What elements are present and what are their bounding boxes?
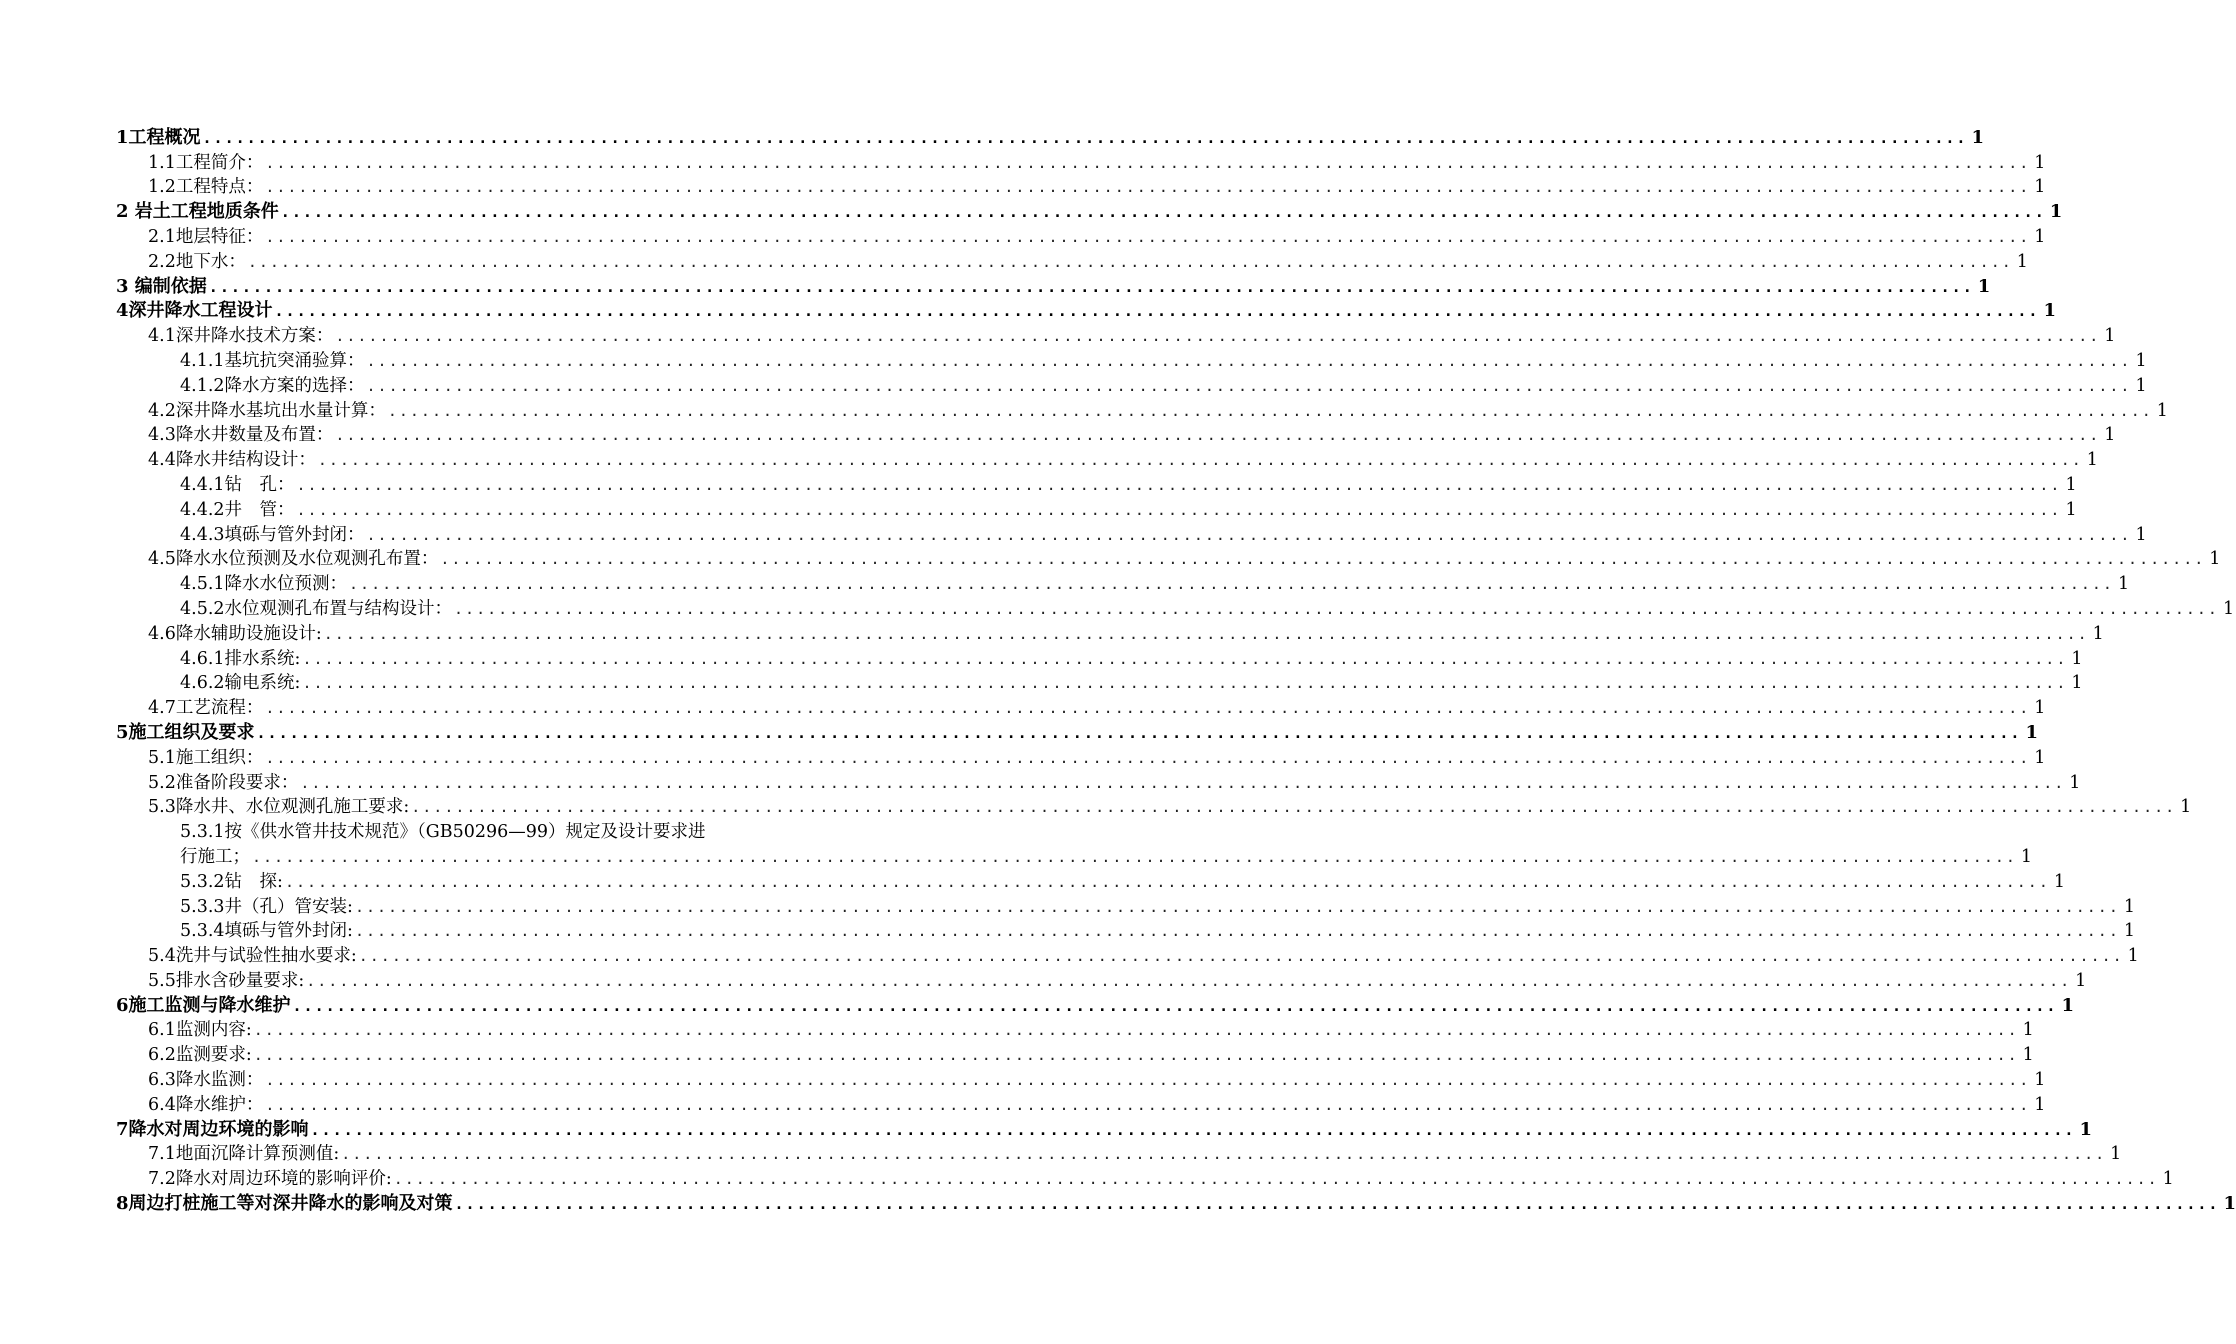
toc-entry[interactable] xyxy=(116,397,2168,422)
toc-page-number: 1 xyxy=(2071,648,2083,669)
toc-page-number: 1 xyxy=(2222,598,2235,619)
dot-leader: ................................................................................................................................................................ xyxy=(280,203,2046,222)
toc-page-number: 1 xyxy=(2123,896,2135,917)
table-of-contents xyxy=(116,124,2236,1215)
toc-entry-title: 4.3降水井数量及布置： xyxy=(148,425,334,446)
dot-leader: ................................................................................................................................................................ xyxy=(393,1170,2159,1189)
dot-leader: ................................................................................................................................................................ xyxy=(208,277,1974,296)
toc-entry[interactable] xyxy=(116,1017,2034,1042)
toc-entry[interactable] xyxy=(116,521,2147,546)
toc-page-number: 1 xyxy=(2156,400,2168,421)
toc-entry[interactable] xyxy=(116,298,2056,323)
toc-entry[interactable] xyxy=(116,446,2098,471)
toc-entry[interactable] xyxy=(116,471,2077,496)
toc-entry[interactable] xyxy=(116,1041,2034,1066)
dot-leader: ................................................................................................................................................................ xyxy=(265,153,2031,172)
dot-leader: ................................................................................................................................................................ xyxy=(256,723,2022,742)
toc-entry[interactable] xyxy=(116,496,2077,521)
dot-leader: ................................................................................................................................................................ xyxy=(358,947,2124,966)
toc-entry-title: 4.2深井降水基坑出水量计算： xyxy=(148,400,386,421)
toc-entry[interactable] xyxy=(116,273,1991,298)
toc-page-number: 1 xyxy=(2162,1169,2174,1190)
toc-entry[interactable] xyxy=(116,1141,2122,1166)
toc-page-number: 1 xyxy=(2016,251,2028,272)
dot-leader: ................................................................................................................................................................ xyxy=(440,550,2206,569)
toc-page-number: 1 xyxy=(2135,350,2147,371)
toc-page-number: 1 xyxy=(2065,474,2077,495)
toc-page-number: 1 xyxy=(2034,1094,2046,1115)
dot-leader: ................................................................................................................................................................ xyxy=(252,847,2017,866)
dot-leader: ................................................................................................................................................................ xyxy=(366,351,2132,370)
dot-leader: ................................................................................................................................................................ xyxy=(253,1046,2019,1065)
toc-entry[interactable] xyxy=(116,794,2192,819)
toc-entry[interactable] xyxy=(116,1190,2236,1215)
toc-page-number: 1 xyxy=(2034,698,2046,719)
dot-leader: ................................................................................................................................................................ xyxy=(454,1195,2220,1214)
dot-leader: ................................................................................................................................................................ xyxy=(300,773,2066,792)
dot-leader: ................................................................................................................................................................ xyxy=(302,649,2068,668)
toc-entry-title: 5.3.1按《供水管井技术规范》（GB50296—99）规定及设计要求进 xyxy=(180,822,706,843)
toc-entry-title: 4.6降水辅助设施设计: xyxy=(148,623,322,644)
toc-entry-title: 5.4洗井与试验性抽水要求: xyxy=(148,946,357,967)
toc-entry-title: 4.4降水井结构设计： xyxy=(148,450,316,471)
toc-entry[interactable] xyxy=(116,124,1984,149)
toc-entry-title: 4.5.1降水水位预测： xyxy=(180,574,348,595)
toc-entry-title: 4.4.1钻 孔： xyxy=(180,474,295,495)
toc-entry-title: 1.2工程特点： xyxy=(148,177,264,198)
toc-entry[interactable] xyxy=(116,198,2063,223)
toc-entry[interactable] xyxy=(116,422,2116,447)
dot-leader: ................................................................................................................................................................ xyxy=(323,624,2089,643)
toc-entry[interactable] xyxy=(116,546,2221,571)
dot-leader: ................................................................................................................................................................ xyxy=(296,500,2062,519)
dot-leader: ................................................................................................................................................................ xyxy=(265,748,2031,767)
dot-leader: ................................................................................................................................................................ xyxy=(366,525,2132,544)
toc-page-number: 1 xyxy=(2034,1070,2046,1091)
toc-page-number: 1 xyxy=(2127,946,2139,967)
toc-entry[interactable] xyxy=(116,670,2083,695)
dot-leader: ................................................................................................................................................................ xyxy=(366,376,2132,395)
toc-entry-title: 5施工组织及要求 xyxy=(116,721,255,743)
toc-page-number: 1 xyxy=(2209,549,2221,570)
toc-entry-title: 1.1工程简介： xyxy=(148,152,264,173)
toc-entry-title: 7.1地面沉降计算预测值: xyxy=(148,1144,340,1165)
toc-page-number: 1 xyxy=(2086,450,2098,471)
toc-entry-title: 2 岩土工程地质条件 xyxy=(116,201,279,223)
toc-entry-title: 6.1监测内容: xyxy=(148,1020,252,1041)
dot-leader: ................................................................................................................................................................ xyxy=(265,178,2031,197)
toc-entry-title: 5.3.3井（孔）管安装: xyxy=(180,896,353,917)
toc-entry-title: 8周边打桩施工等对深井降水的影响及对策 xyxy=(116,1193,453,1215)
toc-entry-title: 2.1地层特征： xyxy=(148,226,264,247)
dot-leader: ................................................................................................................................................................ xyxy=(310,1120,2076,1139)
toc-entry[interactable] xyxy=(116,149,2046,174)
toc-entry-title: 5.2准备阶段要求： xyxy=(148,772,299,793)
toc-page-number: 1 xyxy=(2034,177,2046,198)
toc-entry[interactable] xyxy=(116,719,2038,744)
toc-entry[interactable] xyxy=(116,1091,2046,1116)
toc-page-number: 1 xyxy=(2034,226,2046,247)
toc-entry-title: 4.1.2降水方案的选择： xyxy=(180,375,365,396)
toc-entry[interactable] xyxy=(116,868,2065,893)
toc-entry-title: 5.5排水含砂量要求: xyxy=(148,970,305,991)
toc-entry-title: 4.1.1基坑抗突涌验算： xyxy=(180,350,365,371)
toc-entry-title: 4.5降水水位预测及水位观测孔布置： xyxy=(148,549,439,570)
toc-entry[interactable] xyxy=(116,595,2235,620)
dot-leader: ................................................................................................................................................................ xyxy=(265,227,2031,246)
dot-leader: ................................................................................................................................................................ xyxy=(202,128,1968,147)
toc-page-number: 1 xyxy=(2061,994,2074,1016)
dot-leader: ................................................................................................................................................................ xyxy=(302,674,2068,693)
toc-entry-title-continued: 行施工； xyxy=(180,846,250,867)
toc-page-number: 1 xyxy=(2022,1045,2034,1066)
toc-page-number: 1 xyxy=(2104,425,2116,446)
toc-page-number: 1 xyxy=(2065,499,2077,520)
toc-entry-title: 4.4.2井 管： xyxy=(180,499,295,520)
toc-page-number: 1 xyxy=(2223,1193,2236,1215)
toc-entry-title: 5.3.4填砾与管外封闭: xyxy=(180,921,353,942)
dot-leader: ................................................................................................................................................................ xyxy=(335,426,2101,445)
toc-entry[interactable] xyxy=(116,893,2135,918)
toc-entry[interactable] xyxy=(116,694,2046,719)
dot-leader: ................................................................................................................................................................ xyxy=(296,475,2062,494)
toc-page-number: 1 xyxy=(2180,797,2192,818)
toc-entry-title: 7降水对周边环境的影响 xyxy=(116,1118,309,1140)
toc-entry-title: 4.4.3填砾与管外封闭： xyxy=(180,524,365,545)
dot-leader: ................................................................................................................................................................ xyxy=(341,1145,2107,1164)
toc-page-number: 1 xyxy=(2069,772,2081,793)
toc-page-number: 1 xyxy=(2079,1118,2092,1140)
toc-entry-title: 6.2监测要求: xyxy=(148,1045,252,1066)
toc-entry-title: 4.5.2水位观测孔布置与结构设计： xyxy=(180,598,453,619)
toc-entry-title: 4.6.1排水系统: xyxy=(180,648,301,669)
toc-page-number: 1 xyxy=(2117,574,2130,595)
toc-page-number: 1 xyxy=(1971,126,1984,148)
dot-leader: ................................................................................................................................................................ xyxy=(274,302,2040,321)
toc-page-number: 1 xyxy=(2043,300,2056,322)
toc-page-number: 1 xyxy=(2071,673,2083,694)
toc-page-number: 1 xyxy=(2053,871,2065,892)
toc-page-number: 1 xyxy=(1977,275,1991,297)
toc-page-number: 1 xyxy=(2104,326,2116,347)
toc-page-number: 1 xyxy=(2123,921,2135,942)
toc-entry-title: 5.1施工组织： xyxy=(148,747,264,768)
toc-page-number: 1 xyxy=(2034,747,2046,768)
toc-entry[interactable] xyxy=(116,223,2046,248)
dot-leader: ................................................................................................................................................................ xyxy=(387,401,2153,420)
dot-leader: ................................................................................................................................................................ xyxy=(265,1095,2031,1114)
toc-entry[interactable] xyxy=(116,645,2083,670)
toc-page-number: 1 xyxy=(2092,623,2104,644)
toc-entry-title: 4深井降水工程设计 xyxy=(116,300,273,322)
toc-entry[interactable] xyxy=(116,744,2046,769)
toc-page-number: 1 xyxy=(2034,152,2046,173)
toc-entry-title: 1工程概况 xyxy=(116,126,201,148)
toc-entry-title: 3 编制依据 xyxy=(116,275,207,297)
dot-leader: ................................................................................................................................................................ xyxy=(265,1071,2031,1090)
toc-entry[interactable] xyxy=(116,347,2147,372)
dot-leader: ................................................................................................................................................................ xyxy=(317,451,2083,470)
toc-entry[interactable] xyxy=(116,967,2087,992)
toc-entry-title: 7.2降水对周边环境的影响评价: xyxy=(148,1169,392,1190)
toc-entry-title: 4.6.2输电系统: xyxy=(180,673,301,694)
toc-page-number: 1 xyxy=(2135,375,2147,396)
dot-leader: ................................................................................................................................................................ xyxy=(349,575,2114,594)
dot-leader: ................................................................................................................................................................ xyxy=(265,699,2031,718)
toc-entry[interactable] xyxy=(116,248,2028,273)
toc-entry-title: 6.3降水监测： xyxy=(148,1070,264,1091)
dot-leader: ................................................................................................................................................................ xyxy=(306,971,2072,990)
toc-entry[interactable] xyxy=(116,372,2147,397)
dot-leader: ................................................................................................................................................................ xyxy=(411,798,2177,817)
toc-entry[interactable] xyxy=(116,942,2139,967)
toc-page-number: 1 xyxy=(2025,721,2038,743)
toc-entry-title: 2.2地下水： xyxy=(148,251,246,272)
toc-entry[interactable] xyxy=(116,818,2033,868)
toc-entry-title: 6.4降水维护： xyxy=(148,1094,264,1115)
dot-leader: ................................................................................................................................................................ xyxy=(354,922,2120,941)
toc-entry-title: 5.3.2钻 探: xyxy=(180,871,283,892)
toc-entry[interactable] xyxy=(116,918,2135,943)
toc-entry[interactable] xyxy=(116,620,2104,645)
toc-entry[interactable] xyxy=(116,769,2081,794)
toc-page-number: 1 xyxy=(2022,1020,2034,1041)
toc-page-number: 1 xyxy=(2049,201,2063,223)
toc-page-number: 1 xyxy=(2135,524,2147,545)
toc-entry-title: 5.3降水井、水位观测孔施工要求: xyxy=(148,797,410,818)
toc-entry[interactable] xyxy=(116,322,2116,347)
dot-leader: ................................................................................................................................................................ xyxy=(454,599,2219,618)
toc-entry[interactable] xyxy=(116,1165,2174,1190)
toc-page-number: 1 xyxy=(2075,970,2087,991)
dot-leader: ................................................................................................................................................................ xyxy=(354,897,2120,916)
toc-entry[interactable] xyxy=(116,570,2130,595)
toc-entry[interactable] xyxy=(116,992,2074,1017)
dot-leader: ................................................................................................................................................................ xyxy=(292,996,2058,1015)
toc-entry[interactable] xyxy=(116,1066,2046,1091)
toc-page-number: 1 xyxy=(2110,1144,2122,1165)
dot-leader: ................................................................................................................................................................ xyxy=(253,1021,2019,1040)
toc-entry-title: 4.7工艺流程： xyxy=(148,698,264,719)
toc-entry-title: 6施工监测与降水维护 xyxy=(116,994,291,1016)
dot-leader: ................................................................................................................................................................ xyxy=(247,252,2013,271)
toc-entry[interactable] xyxy=(116,1116,2092,1141)
toc-page-number: 1 xyxy=(2020,846,2033,867)
toc-entry[interactable] xyxy=(116,174,2046,199)
dot-leader: ................................................................................................................................................................ xyxy=(335,327,2101,346)
dot-leader: ................................................................................................................................................................ xyxy=(284,872,2050,891)
toc-entry-title: 4.1深井降水技术方案： xyxy=(148,326,334,347)
